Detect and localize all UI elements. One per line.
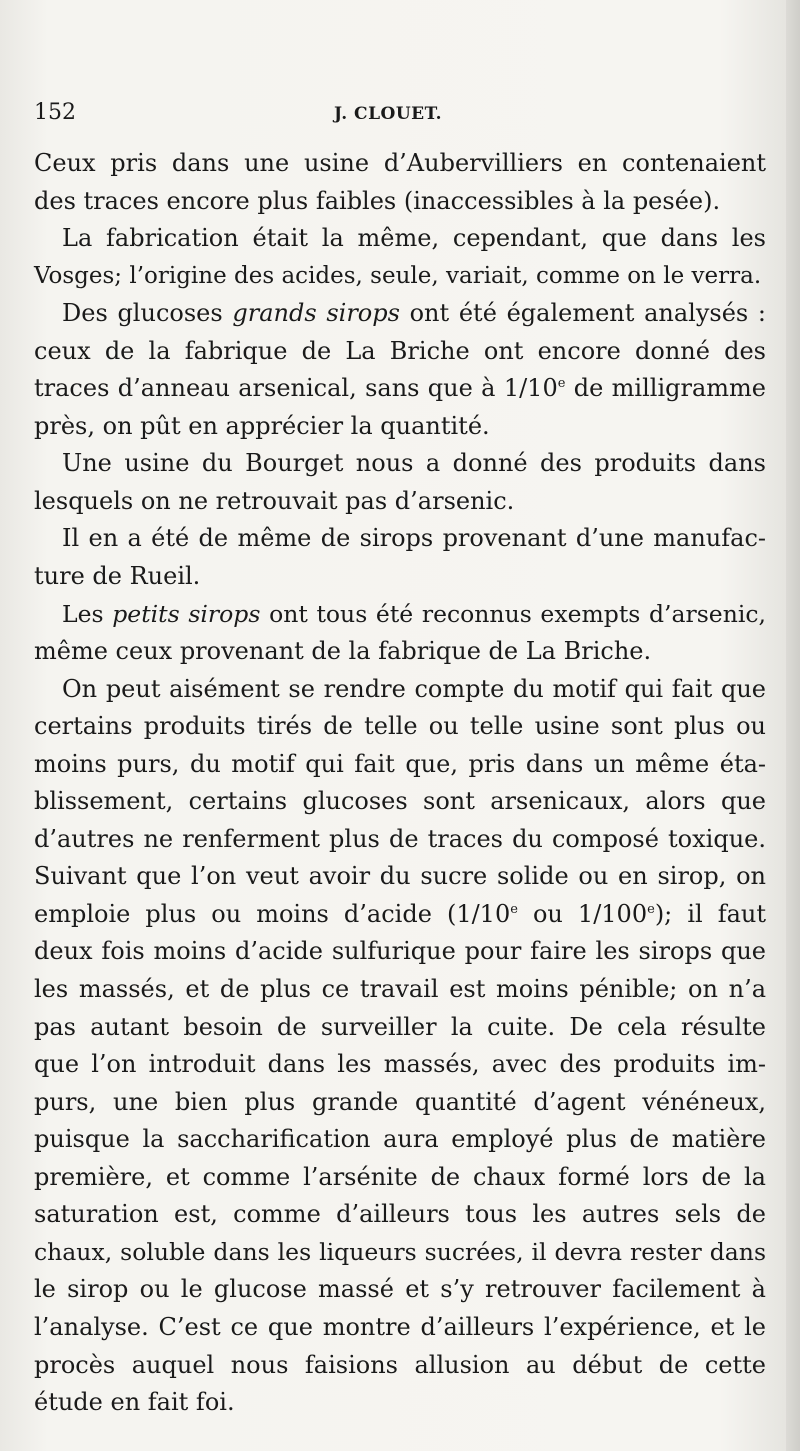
text-line: près, on pût en apprécier la quantité. xyxy=(34,411,490,440)
text-line: les massés, et de plus ce travail est moins pénible; on n’a xyxy=(34,975,766,1004)
italic-term: grands sirops xyxy=(232,299,400,328)
text-line: puisque la saccharification aura employé plus de matière xyxy=(34,1125,766,1154)
running-head xyxy=(34,100,734,130)
text-line: deux fois moins d’acide sulfurique pour faire les sirops que xyxy=(34,937,766,966)
page-gutter-shadow xyxy=(786,0,800,1451)
text-line: procès auquel nous faisions allusion au début de cette xyxy=(34,1350,766,1379)
text-line: chaux, soluble dans les liqueurs sucrées, il devra rester dans xyxy=(34,1237,766,1266)
text-line: Suivant que l’on veut avoir du sucre solide ou en sirop, on xyxy=(34,862,766,891)
text-line: Il en a été de même de sirops provenant d’une manufac- xyxy=(62,524,766,553)
text-line: que l’on introduit dans les massés, avec des produits im- xyxy=(34,1050,766,1079)
text-line: ture de Rueil. xyxy=(34,562,201,591)
text-line: La fabrication était la même, cependant, que dans les xyxy=(62,224,766,253)
running-title: J. CLOUET. xyxy=(334,104,443,124)
text-line: première, et comme l’arsénite de chaux formé lors de la xyxy=(34,1162,766,1191)
text-line: emploie plus ou moins d’acide (1/10e ou 1/100e); il faut xyxy=(34,899,767,928)
text-line: le sirop ou le glucose massé et s’y retrouver facilement à xyxy=(34,1275,766,1304)
page-number: 152 xyxy=(34,100,76,125)
text-line: traces d’anneau arsenical, sans que à 1/10e de milligramme xyxy=(34,374,766,403)
text-line: moins purs, du motif qui fait que, pris dans un même éta- xyxy=(34,749,766,778)
text-line: Vosges; l’origine des acides, seule, variait, comme on le verra. xyxy=(34,262,762,289)
text-line: même ceux provenant de la fabrique de La Briche. xyxy=(34,637,652,666)
text-line: Les petits sirops ont tous été reconnus exempts d’arsenic, xyxy=(62,599,767,628)
text-line: étude en fait foi. xyxy=(34,1388,235,1417)
text-line: Des glucoses grands sirops ont été également analysés : xyxy=(62,299,766,328)
superscript: e xyxy=(510,901,518,917)
text-line: saturation est, comme d’ailleurs tous les autres sels de xyxy=(34,1200,766,1229)
text-line: Ceux pris dans une usine d’Aubervilliers en contenaient xyxy=(34,149,766,177)
text-line: l’analyse. C’est ce que montre d’ailleurs l’expérience, et le xyxy=(34,1312,766,1341)
italic-term: petits sirops xyxy=(112,599,261,628)
text-line: Une usine du Bourget nous a donné des produits dans xyxy=(62,449,766,478)
body-text xyxy=(34,145,766,1422)
text-line: lesquels on ne retrouvait pas d’arsenic. xyxy=(34,486,515,515)
text-line: ceux de la fabrique de La Briche ont encore donné des xyxy=(34,336,766,365)
superscript: e xyxy=(557,376,566,392)
text-line: des traces encore plus faibles (inaccessibles à la pesée). xyxy=(34,186,721,215)
text-line: pas autant besoin de surveiller la cuite. De cela résulte xyxy=(34,1012,766,1041)
text-line: certains produits tirés de telle ou telle usine sont plus ou xyxy=(34,712,766,741)
text-line: blissement, certains glucoses sont arsenicaux, alors que xyxy=(34,787,766,816)
text-line: On peut aisément se rendre compte du motif qui fait que xyxy=(62,674,766,703)
superscript: e xyxy=(647,901,655,917)
text-line: purs, une bien plus grande quantité d’agent vénéneux, xyxy=(34,1087,766,1116)
text-line: d’autres ne renferment plus de traces du composé toxique. xyxy=(34,824,766,853)
